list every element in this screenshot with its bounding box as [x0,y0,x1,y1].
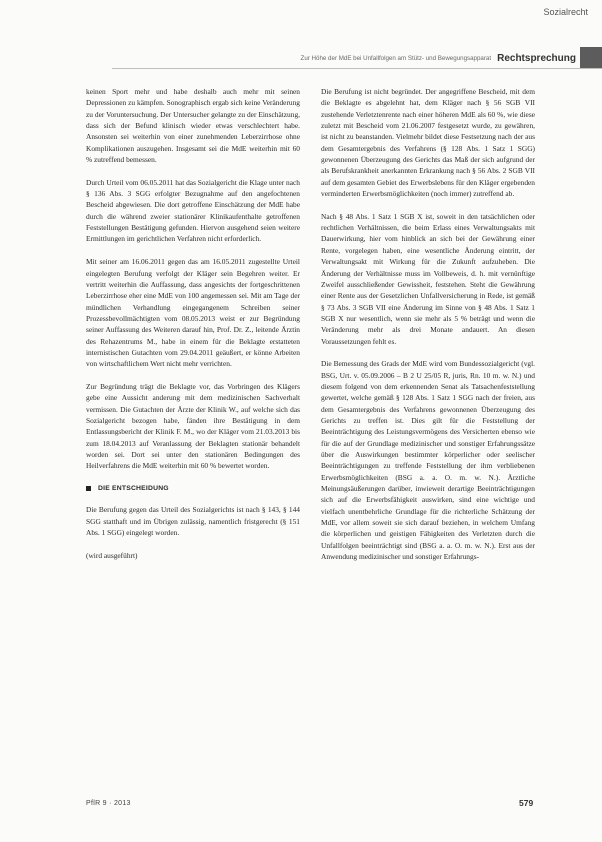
header-tab-marker [580,47,602,69]
body-paragraph: keinen Sport mehr und habe deshalb auch mehr mit seinen Depressionen zu kämpfen. Sonographisch ergab sich keine Veränderung zu der Voruntersuchung. Der Untersucher gelangte zu der Einschätzung, dass sich der Befund klinisch wieder etwas verschlechtert habe. Ansonsten sei weiterhin von einer zunehmenden Leberzirrhose ohne Komplikationen auszugehen. Insgesamt sei die MdE weiterhin mit 60 % zutreffend bemessen. [86,87,300,165]
body-paragraph: Die Berufung gegen das Urteil des Sozialgerichts ist nach § 143, § 144 SGG statthaft und im Übrigen zulässig, namentlich fristgerecht (§ 151 Abs. 1 SGG) eingelegt worden. [86,505,300,538]
body-paragraph: Zur Begründung trägt die Beklagte vor, das Vorbringen des Klägers gebe eine Aussicht anderung mit dem medizinischen Sachverhalt vermissen. Die Gutachten der Ärzte der Klinik W., auf welche sich das Sozialgericht bezogen habe, fänden ihre Bestätigung in dem Entlassungsbericht der Klinik F. M., wo der Kläger vom 21.03.2013 bis zum 18.04.2013 auf Veranlassung der Beklagten stationär behandelt worden sei. Dort sei unter den stationären Bedingungen des Heilverfahrens die MdE weiterhin mit 60 % bewertet worden. [86,381,300,471]
running-header-subtitle: Zur Höhe der MdE bei Unfallfolgen am Stütz- und Bewegungsapparat [300,54,492,62]
right-column [321,86,535,574]
body-paragraph: Mit seiner am 16.06.2011 gegen das am 16.05.2011 zugestellte Urteil eingelegten Berufung verfolgt der Kläger sein Begehren weiter. Er vertritt weiterhin die Auffassung, dass angesichts der fortgeschrittenen Leberzirrhose eher eine MdE von 100 angemessen sei. Mit am Tage der mündlichen Verhandlung eingegangenem Schreiben seiner Prozessbevollmächtigten vom 08.05.2013 weist er zur Begründung seiner Auffassung des Weiteren darauf hin, Prof. Dr. Z., leitende Ärztin des Rehazentrums M., habe in einem für die Beklagte erstatteten internistischen Gutachten vom 29.04.2011 geäußert, er könne Arbeiten von wirtschaftlichem Wert nicht mehr verrichten. [86,257,300,369]
body-paragraph: (wird ausgeführt) [86,550,138,560]
running-header [112,47,602,69]
running-header-title: Rechtsprechung [497,52,576,64]
body-paragraph: Die Berufung ist nicht begründet. Der angegriffene Bescheid, mit dem die Beklagte es abgelehnt hat, dem Kläger nach § 56 SGB VII zustehende Verletztenrente nach einer höheren MdE als 60 %, wie diese zuletzt mit Bescheid vom 21.06.2007 festgesetzt wurde, zu gewähren, ist nicht zu beanstanden. Vielmehr bildet diese Festsetzung nach der aus dem Gesamtergebnis des Verfahrens (§ 128 Abs. 1 Satz 1 SGG) gewonnenen Überzeugung des Gerichts das Maß der sich aufgrund der als Berufskrankheit anerkannten Erkrankung nach § 56 Abs. 2 SGB VII auf dem gesamten Gebiet des Erwerbslebens für den Kläger ergebenden verminderten Erwerbsmöglichkeiten (noch immer) zutreffend ab. [321,87,535,199]
body-paragraph: Durch Urteil vom 06.05.2011 hat das Sozialgericht die Klage unter nach § 136 Abs. 3 SGG erfolgter Bezugnahme auf den angefochtenen Bescheid abgewiesen. Die dort getroffene Einschätzung der MdE habe durch die während zweier stationärer Klinikaufenthalte getroffenen Feststellungen Bestätigung gefunden. Hiervon ausgehend seien weitere Ermittlungen im gerichtlichen Verfahren nicht erforderlich. [86,177,300,244]
footer-page-number: 579 [519,798,534,808]
section-label: Sozialrecht [543,7,588,17]
footer-journal-issue: PflR 9 · 2013 [86,800,131,807]
header-rule [112,68,602,69]
left-column [86,86,300,572]
square-bullet-icon [86,486,91,491]
body-paragraph: Nach § 48 Abs. 1 Satz 1 SGB X ist, soweit in den tatsächlichen oder rechtlichen Verhältnissen, die beim Erlass eines Verwaltungsakts mit Dauerwirkung, hier vom hinblick an sich bei der Gewährung einer Rente, vorgelegen haben, eine wesentliche Änderung eintritt, der Verwaltungsakt mit Wirkung für die Zukunft aufzuheben. Die Änderung der Verhältnisse muss im Vollbeweis, d. h. mit vernünftige Zweifel ausschließender Gewissheit, feststehen. Steht die Gewährung einer Rente aus der Gesetzlichen Unfallversicherung in Rede, ist gemäß § 73 Abs. 3 SGB VII eine Änderung im Sinne von § 48 Abs. 1 Satz 1 SGB X nur wesentlich, wenn sie mehr als 5 % beträgt und wenn die Veränderung mehr als drei Monate andauert. An diesen Voraussetzungen fehlt es. [321,211,535,346]
body-paragraph: Die Bemessung des Grads der MdE wird vom Bundessozialgericht (vgl. BSG, Urt. v. 05.09.2006 – B 2 U 25/05 R, juris, Rn. 10 m. w. N.) und diesem folgend von dem erkennenden Senat als Tatsachenfeststellung gewertet, welche gemäß § 128 Abs. 1 Satz 1 SGG nach der freien, aus dem Gesamtergebnis des Verfahrens gewonnenen Überzeugung des Gerichts zu treffen ist. Dies gilt für die Feststellung der Beeinträchtigung des Leistungsvermögens des Versicherten ebenso wie für die auf der Grundlage medizinischer und sonstiger Erfahrungssätze über die Auswirkungen bestimmter körperlicher oder seelischer Beeinträchtigungen zu treffende Feststellung der ihm verbliebenen Erwerbsmöglichkeiten (BSG a. a. O. m. w. N.). Ärztliche Meinungsäußerungen darüber, inwieweit derartige Beeinträchtigungen sich auf die Erwerbsfähigkeit auswirken, sind eine wichtige und vielfach unentbehrliche Grundlage für die richterliche Schätzung der MdE, vor allem soweit sie sich darauf beziehen, in welchem Umfang die körperlichen und geistigen Fähigkeiten des Verletzten durch die Unfallfolgen beeinträchtigt sind (BSG a. a. O. m. w. N.). Erst aus der Anwendung medizinischer und sonstiger Erfahrungs- [321,359,535,562]
section-heading [86,483,300,494]
section-heading-text: DIE ENTSCHEIDUNG [98,485,169,493]
